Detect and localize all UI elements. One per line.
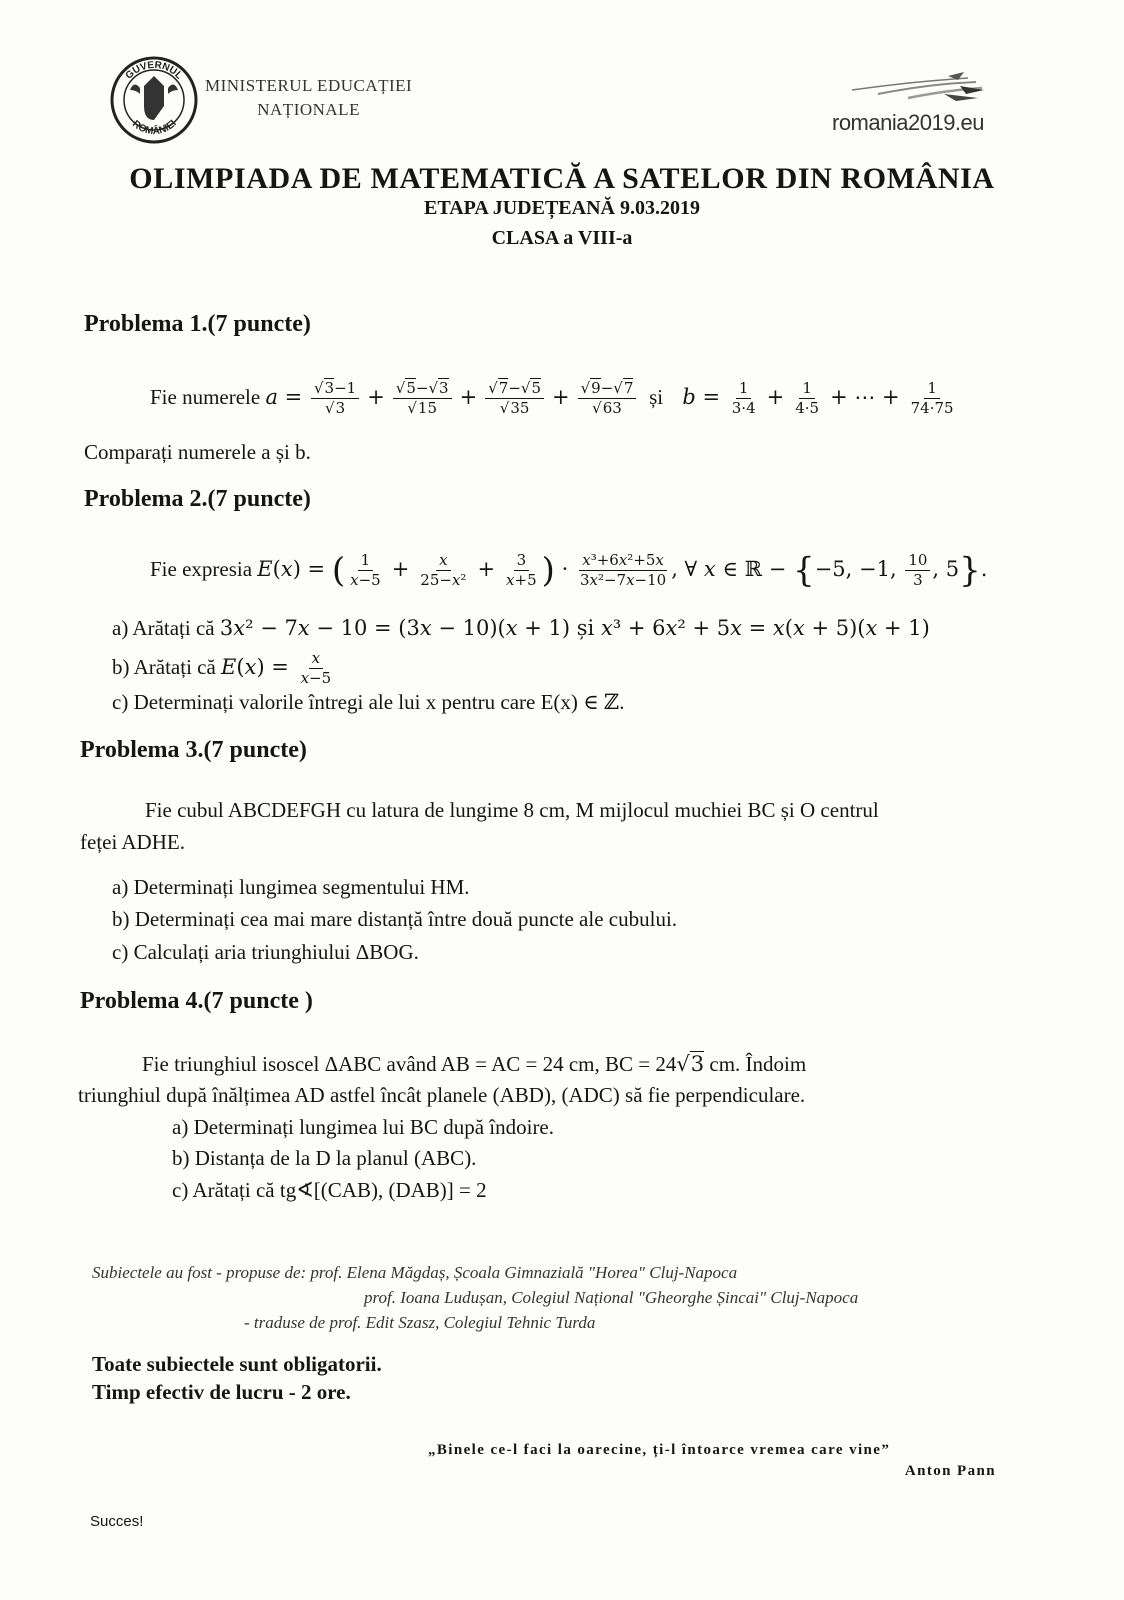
problem-3-statement-line-2: feței ADHE. xyxy=(80,830,185,854)
problem-2-item-c: c) Determinați valorile întregi ale lui x pentru care E(x) ∈ ℤ. xyxy=(112,690,625,714)
credits-line-1: Subiectele au fost - propuse de: prof. Elena Măgdaș, Școala Gimnazială "Horea" Cluj-Napoca xyxy=(92,1263,738,1282)
problem-1-intro: Fie numerele xyxy=(150,385,261,409)
closing-wish: Succes! xyxy=(90,1513,144,1530)
ministry-line-1: MINISTERUL EDUCAȚIEI xyxy=(205,76,413,95)
seal-text-top: GUVERNUL xyxy=(123,59,185,82)
romania2019-logo-icon xyxy=(848,68,988,104)
problem-3-statement-line-1: Fie cubul ABCDEFGH cu latura de lungime 8 cm, M mijlocul muchiei BC și O centrul xyxy=(145,798,879,822)
problem-4-item-b: b) Distanța de la D la planul (ABC). xyxy=(172,1146,477,1170)
expression-e: E(x) = ( $\frac{1}{x-5}$ + $\frac{x}{\text{25−x²}}$ + $\frac{3}{x+5}$ ) · $\frac{\text{x³+6x²+5x}}{\text{3x²−7x−10}}$ , ∀ x ∈ ℝ − {−5, −1, $\frac{10}{3}$ , 5}. xyxy=(257,550,988,591)
problem-2-intro: Fie expresia xyxy=(150,557,253,581)
quote-text: „Binele ce-l faci la oarecine, ți-l întoarce vremea care vine” xyxy=(428,1442,891,1458)
problem-2-heading: Problema 2.(7 puncte) xyxy=(84,486,311,512)
website-label: romania2019.eu xyxy=(832,110,985,135)
mandatory-note: Toate subiectele sunt obligatorii. xyxy=(92,1352,382,1376)
stage-date: ETAPA JUDEȚEANĂ 9.03.2019 xyxy=(424,197,700,219)
problem-4-statement-line-2: triunghiul după înălțimea AD astfel încât planele (ABD), (ADC) să fie perpendiculare. xyxy=(78,1083,806,1107)
time-note: Timp efectiv de lucru - 2 ore. xyxy=(92,1380,351,1404)
problem-3-item-c: c) Calculați aria triunghiului ΔBOG. xyxy=(112,940,419,964)
problem-1-statement: Fie numerele a = $\frac{√3-1}{√3}$ + $\frac{√5-√3}{√15}$ + $\frac{√7-√5}{√35}$ + $\frac{√9-√7}{√63}$ și b = $\frac{1}{3\cdot 4}$ + $\frac{1}{4\cdot 5}$ + ⋯ + $\frac{1}{74\cdot 75}$ xyxy=(150,380,959,417)
problem-2-item-b: b) Arătați că E(x) = $\frac{x}{x-5}$ xyxy=(112,649,332,687)
svg-text:ROMÂNIEI xyxy=(130,118,179,137)
seal-text-bottom: ROMÂNIEI xyxy=(130,118,179,138)
ministry-name xyxy=(205,74,412,122)
expression-b: b = $\frac{1}{3\cdot 4}$ + $\frac{1}{4\cdot 5}$ + ⋯ + $\frac{1}{74\cdot 75}$ xyxy=(682,379,954,417)
problem-1-question: Comparați numerele a și b. xyxy=(84,440,311,464)
final-notes xyxy=(92,1350,382,1406)
problem-1-heading: Problema 1.(7 puncte) xyxy=(84,311,311,337)
problem-3-item-b: b) Determinați cea mai mare distanță între două puncte ale cubului. xyxy=(112,907,678,931)
class-label: CLASA a VIII-a xyxy=(491,227,633,249)
problem-4-item-a: a) Determinați lungimea lui BC după îndoire. xyxy=(172,1115,555,1139)
problem-4-heading: Problema 4.(7 puncte ) xyxy=(80,988,313,1014)
problem-4-item-c: c) Arătați că tg∢[(CAB), (DAB)] = 2 xyxy=(172,1178,487,1202)
quote-author: Anton Pann xyxy=(904,1463,996,1479)
problem-2-statement xyxy=(150,552,987,589)
closing-quote xyxy=(428,1440,996,1482)
expression-a: a = $\frac{√3-1}{√3}$ + $\frac{√5-√3}{√15}$ + $\frac{√7-√5}{√35}$ + $\frac{√9-√7}{√63}$ xyxy=(265,385,645,409)
problem-2-item-a: a) Arătați că 3x² − 7x − 10 = (3x − 10)(x + 1) și x³ + 6x² + 5x = x(x + 5)(x + 1) xyxy=(112,616,930,640)
problem-4-statement-line-1: Fie triunghiul isoscel ΔABC având AB = AC = 24 cm, BC = 24√3 cm. Îndoim xyxy=(142,1052,807,1076)
problem-3-heading: Problema 3.(7 puncte) xyxy=(80,737,307,763)
authors-credits xyxy=(92,1260,858,1335)
page-title: OLIMPIADA DE MATEMATICĂ A SATELOR DIN ROMÂNIA xyxy=(129,162,995,195)
ministry-line-2: NAȚIONALE xyxy=(257,100,360,119)
problem-3-item-a: a) Determinați lungimea segmentului HM. xyxy=(112,875,470,899)
credits-line-2: prof. Ioana Ludușan, Colegiul Național "Gheorghe Șincai" Cluj-Napoca xyxy=(364,1288,859,1307)
government-seal-logo xyxy=(110,56,198,144)
credits-line-3: - traduse de prof. Edit Szasz, Colegiul Tehnic Turda xyxy=(244,1313,596,1332)
